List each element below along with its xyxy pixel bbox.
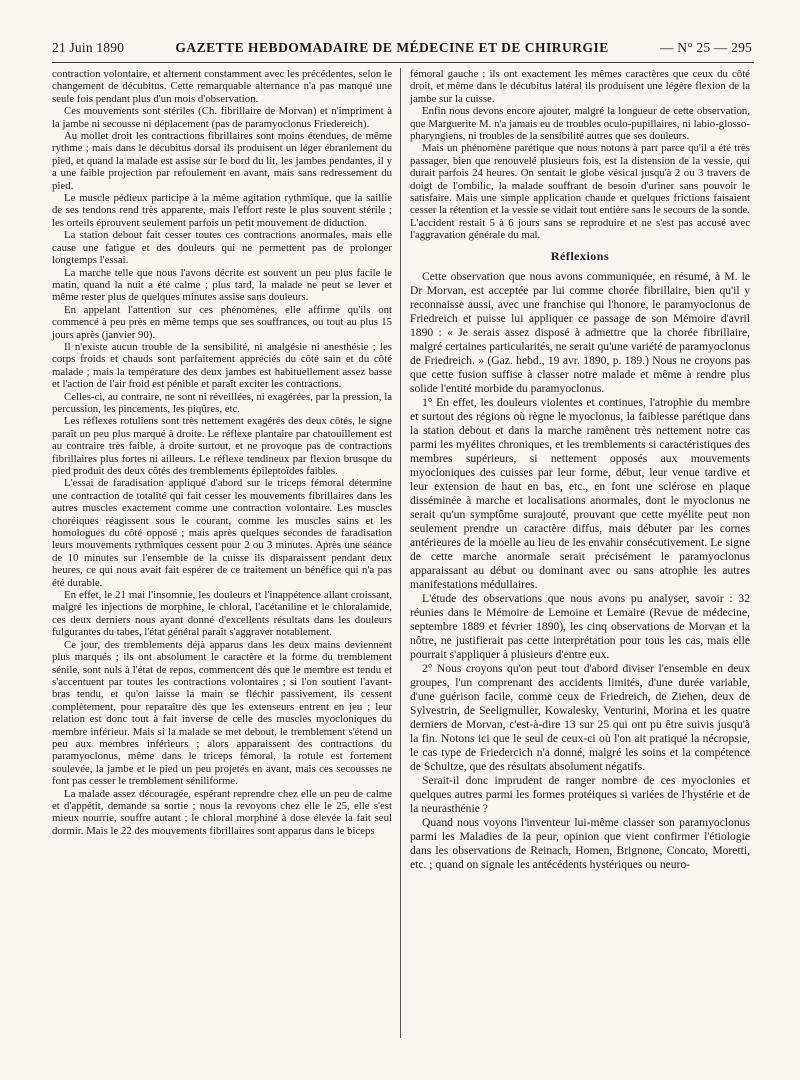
paragraph: Quand nous voyons l'inventeur lui-même classer son paramyoclonus parmi les Maladies de la peur, opinion que vient confirmer l'étiologie dans les observations de Reinach, Homen, Brignone, Concato, Moretti, etc. ; quand on signale les antécédents hystériques ou neuro- [410,816,750,872]
column-divider [400,68,401,1038]
issue-date: 21 Juin 1890 [52,40,125,55]
paragraph: Le muscle pédieux participe à la même agitation rythmique, que la saillie de ses tendons rend très apparente, mais l'effort reste le plus souvent stérile ; les orteils éprouvent seulement parfois un petit mouvement de diduction. [52,192,392,229]
running-header [52,40,752,60]
paragraph: Serait-il donc imprudent de ranger nombre de ces myoclonies et quelques autres parmi les formes protéiques si variées de l'hystérie et de la neurasthénie ? [410,774,750,816]
page-number: — N° 25 — 295 [659,40,752,55]
paragraph: fémoral gauche ; ils ont exactement les mêmes caractères que ceux du côté droit, et même dans le décubitus latéral ils produisent une légère flexion de la jambe sur la cuisse. [410,68,750,105]
reflexions-body [410,270,750,872]
paragraph: Enfin nous devons encore ajouter, malgré la longueur de cette observation, que Marguerite M. n'a jamais eu de troubles oculo-pupillaires, ni labio-glosso-pharyngiens, ni troubles de la sensibilité autres que ses douleurs. [410,105,750,143]
paragraph: Les réflexes rotuliens sont très nettement exagérés des deux côtés, le signe paraît un peu plus marqué à droite. Le réflexe plantaire par chatouillement est au contraire très faible, à droite surtout, et ne provoque pas de contractions fibrillaires plus fortes ni ailleurs. Le réflexe tendineux par flexion brusque du pied produit des deux côtés des tremblements épileptoïdes faibles. [52,415,392,477]
section-heading: Réflexions [550,248,610,263]
paragraph: Au mollet droit les contractions fibrillaires sont moins étendues, de même rythme ; mais dans le décubitus dorsal ils produisent un léger ébranlement du pied, et quand la malade est assise sur le bord du lit, les jambes pendantes, il y a une faible projection par refoulement en avant, mais sans redressement du pied. [52,130,392,192]
paragraph: La station debout fait cesser toutes ces contractions anormales, mais elle cause une fatigue et des douleurs qui ne permettent pas de prolonger longtemps l'essai. [52,229,392,267]
journal-title: GAZETTE HEBDOMADAIRE DE MÉDECINE ET DE CHIRURGIE [175,40,609,55]
paragraph: La marche telle que nous l'avons décrite est souvent un peu plus facile le matin, quand la nuit a été calme ; plus tard, la malade ne peut se lever et même rester plus de quelques minutes assise sans douleurs. [52,266,392,304]
paragraph: 1° En effet, les douleurs violentes et continues, l'atrophie du membre et surtout des régions où règne le myoclonus, la faiblesse parétique dans la station debout et dans la marche ramènent très nettement notre cas parmi les myélites chroniques, et les tremblements si caractéristiques des membres supérieurs, si nettement opposés aux mouvements myocloniques des cuisses par leur forme, début, leur venue tardive et leur extension de haut en bas, etc., en font une sclérose en plaque disséminée à marche et localisations anormales, dont le myoclonus ne serait qu'un symptôme surajouté, prouvant que cette myélite peut non seulement prendre un caractère diffus, mais débuter par les cornes antérieures de la moelle au lieu de les envahir consécutivement. Le signe de cette marche anormale serait précisément le paramyoclonus apparaissant au début ou dominant avec ou sans atrophie les autres manifestations médullaires. [410,396,750,592]
paragraph: Ces mouvements sont stériles (Ch. fibrillaire de Morvan) et n'impriment à la jambe ni secousse ni déplacement (pas de paramyoclonus Friedereich). [52,105,392,130]
paragraph: L'essai de faradisation appliqué d'abord sur le triceps fémoral détermine une contraction de totalité qui fait cesser les mouvements fibrillaires dans les autres muscles exactement comme une contraction volontaire. Les muscles choréiques réagissent sous le courant, comme les muscles sains et les homologues du côté opposé ; mais après quelques secondes de faradisation leurs mouvements rythmiques cessent pour 2 ou 3 minutes. Après une séance de 10 minutes sur l'ensemble de la cuisse ils disparaissent pendant deux heures, ce qui nous avait fait espérer de ce traitement un bénéfice qui n'a pas été durable. [52,477,392,589]
paragraph: Cette observation que nous avons communiquée, en résumé, à M. le Dr Morvan, est acceptée par lui comme chorée fibrillaire, bien qu'il y reconnaisse aussi, avec une franchise qui l'honore, le paramyoclonus de Friedreich et puisse lui appliquer ce passage de son Mémoire d'avril 1890 : « Je serais assez disposé à admettre que la chorée fibrillaire, malgré certaines particularités, ne serait qu'une variété de paramyoclonus de Friedreich. » (Gaz. hebd., 19 avr. 1890, p. 189.) Nous ne croyons pas que cette fusion suffise à classer notre malade et même à rendre plus solide l'entité morbide du paramyoclonus. [410,270,750,396]
paragraph: 2° Nous croyons qu'on peut tout d'abord diviser l'ensemble en deux groupes, l'un comprenant des accidents limités, d'une durée variable, d'une guérison facile, comme ceux de Friedreich, de Ziehen, deux de Sylvestrin, de Seeligmuller, Kowalesky, Venturini, Morina et les quatre derniers de Morvan, c'est-à-dire 13 sur 25 qui ont pu être suivis jusqu'à la fin. Notons ici que le seul de ceux-ci où l'on ait pratiqué la nécropsie, le cas type de Friedercich n'a donné, malgré les soins et la compétence de Schultze, que des résultats absolument négatifs. [410,662,750,774]
paragraph: En effet, le 21 mai l'insomnie, les douleurs et l'inappétence allant croissant, malgré les injections de morphine, le chloral, l'acétaniline et le chloralamide, ces deux derniers nous ayant donné d'excellents résultats dans les douleurs fulgurantes du tabes, l'état général paraît s'aggraver notablement. [52,589,392,639]
paragraph: La malade assez découragée, espérant reprendre chez elle un peu de calme et d'appétit, demande sa sortie ; nous la revoyons chez elle le 25, elle s'est mieux nourrie, souffre autant ; le chloral morphiné à dose élevée la fait seul dormir. Mais le 22 des mouvements fibrillaires sont apparus dans le biceps [52,787,392,837]
paragraph: Celles-ci, au contraire, ne sont ni réveillées, ni exagérées, par la pression, la percussion, les pincements, les piqûres, etc. [52,390,392,415]
header-rule [52,62,754,63]
paragraph: contraction volontaire, et alternent constamment avec les précédentes, selon le changement de décubitus. Cette remarquable alternance n'a pas manqué une seule fois pendant plus d'un mois d'observation. [52,68,392,105]
right-column [410,68,750,872]
paragraph: Il n'existe aucun trouble de la sensibilité, ni analgésie ni anesthésie ; les corps froids et chauds sont parfaitement appréciés du côté sain et du côté malade ; mais la température des deux jambes est habituellement assez basse et l'action de l'air froid est pénible et paraît exciter les contractions. [52,340,392,391]
paragraph: En appelant l'attention sur ces phénomènes, elle affirme qu'ils ont commencé à peu près en même temps que ses souffrances, ou tout au plus 15 jours après (janvier 90). [52,303,392,341]
paragraph: Ce jour, des tremblements déjà apparus dans les deux mains deviennent plus marqués ; ils ont absolument le caractère et la forme du tremblement sénile, sont nuls à l'état de repos, commencent dès que le membre est tendu et s'accentuent par toutes les contractions volontaires ; si l'on soutient l'avant-bras tendu, et qu'on laisse la main se fléchir passivement, ils cessent complètement, pour reparaître dès que les extenseurs entrent en jeu ; leur relation est donc tout à fait inverse de celle des muscles myocloniques du membre inférieur. Mais si la malade se met debout, le tremblement s'étend un peu aux membres inférieurs ; alors apparaissent des contractions du paramyoclonus, même dans le triceps fémoral, la rotule est fortement soulevée, la jambe et le pied un peu projetés en avant, mais ces secousses ne font pas cesser le tremblement séniliforme. [52,638,392,788]
paragraph: Mais un phénomène parétique que nous notons à part parce qu'il a été très passager, bien que renouvelé plusieurs fois, est la distension de la vessie, qui durait parfois 24 heures. On sentait le globe vésical jusqu'à 2 ou 3 travers de doigt de l'ombilic, la malade souffrant de besoin d'uriner sans pouvoir le satisfaire. Mais une simple application chaude et quelques frictions faisaient cesser la rétention et la vessie se vidait tout entière sans le secours de la sonde. L'accident restait 5 à 6 jours sans se reproduire et ne s'est pas accusé avec l'aggravation générale du mal. [410,142,750,242]
left-column [52,68,392,837]
paragraph: L'étude des observations que nous avons pu analyser, savoir : 32 réunies dans le Mémoire de Lemoine et Lemaire (Revue de médecine, septembre 1889 et février 1890), les cinq observations de Morvan et la nôtre, ne justifierait pas cette interprétation pour tous les cas, mais elle pourrait s'appliquer à plusieurs d'entre eux. [410,592,750,662]
